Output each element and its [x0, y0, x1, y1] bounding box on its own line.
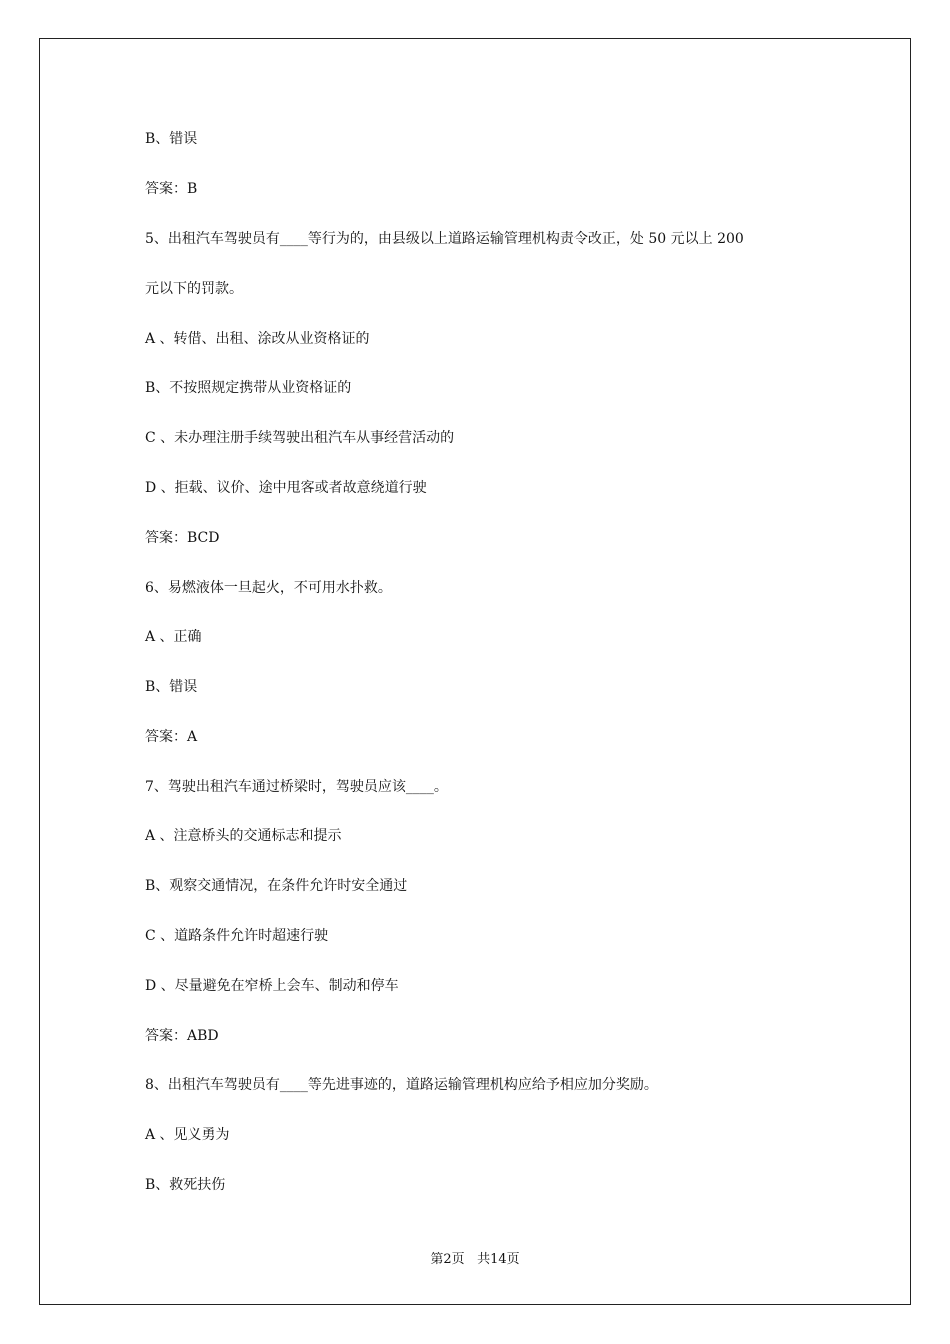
page-number: 第2页 — [430, 1252, 465, 1267]
option-line: A 、正确 — [145, 629, 202, 645]
option-line: B、错误 — [145, 131, 198, 147]
question-line-continued: 元以下的罚款。 — [145, 281, 243, 297]
answer-line: 答案：ABD — [145, 1028, 219, 1044]
answer-line: 答案：B — [145, 181, 198, 197]
page-footer — [0, 1248, 950, 1267]
page-total: 共14页 — [477, 1252, 520, 1267]
option-line: C 、未办理注册手续驾驶出租汽车从事经营活动的 — [145, 430, 455, 446]
option-line: A 、转借、出租、涂改从业资格证的 — [145, 331, 370, 347]
question-line: 6、易燃液体一旦起火，不可用水扑救。 — [145, 580, 392, 596]
option-line: C 、道路条件允许时超速行驶 — [145, 928, 329, 944]
option-line: B、救死扶伤 — [145, 1177, 226, 1193]
question-line: 8、出租汽车驾驶员有____等先进事迹的，道路运输管理机构应给予相应加分奖励。 — [145, 1077, 658, 1093]
answer-line: 答案：BCD — [145, 530, 220, 546]
option-line: B、错误 — [145, 679, 198, 695]
option-line: A 、见义勇为 — [145, 1127, 230, 1143]
option-line: D 、拒载、议价、途中甩客或者故意绕道行驶 — [145, 480, 427, 496]
answer-line: 答案：A — [145, 729, 198, 745]
option-line: B、观察交通情况，在条件允许时安全通过 — [145, 878, 408, 894]
option-line: A 、注意桥头的交通标志和提示 — [145, 828, 342, 844]
option-line: D 、尽量避免在窄桥上会车、制动和停车 — [145, 978, 399, 994]
question-line: 7、驾驶出租汽车通过桥梁时，驾驶员应该____。 — [145, 779, 448, 795]
question-line: 5、出租汽车驾驶员有____等行为的，由县级以上道路运输管理机构责令改正，处 50 元以上 200 — [145, 231, 744, 247]
option-line: B、不按照规定携带从业资格证的 — [145, 380, 352, 396]
